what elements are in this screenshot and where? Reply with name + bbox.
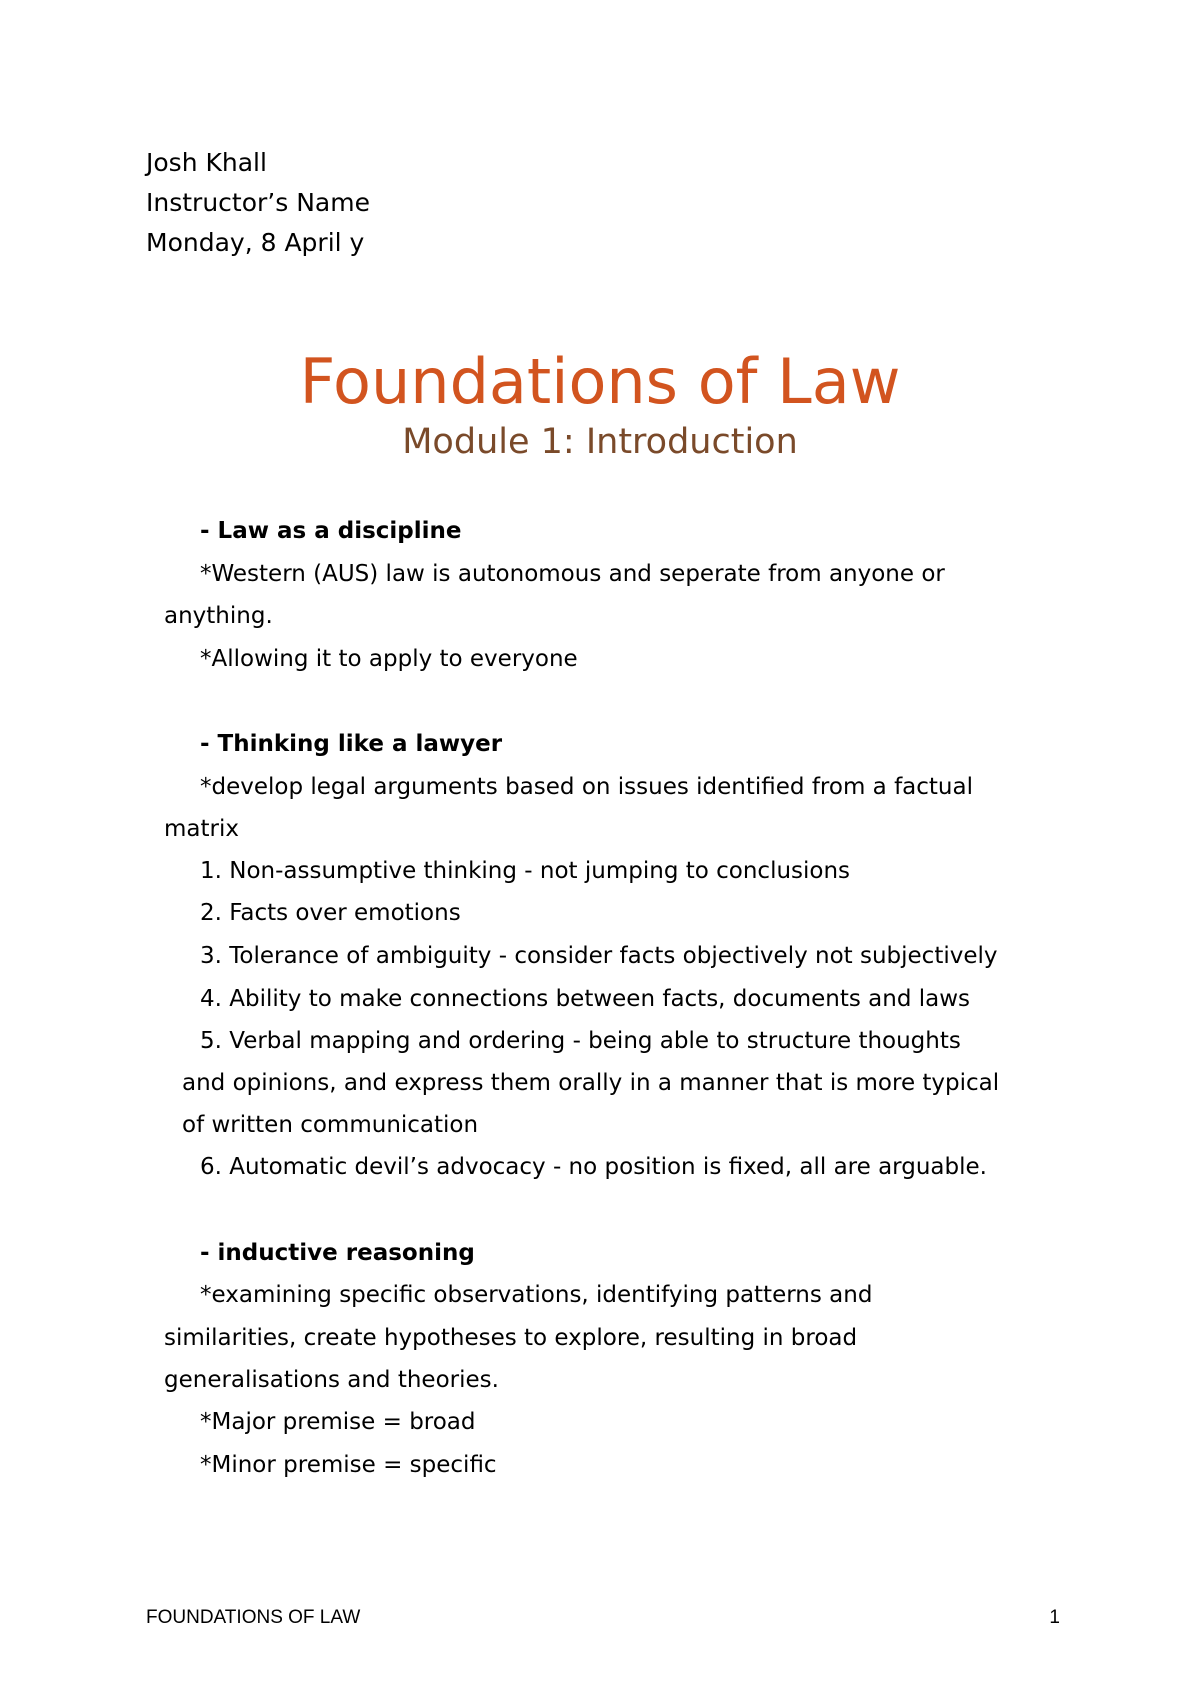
list-item: 3. Tolerance of ambiguity - consider facts objectively not subjectively [200, 943, 998, 969]
document-title: Foundations of Law [299, 345, 901, 418]
bullet-line-continuation: anything. [164, 603, 273, 629]
page-number: 1 [1049, 1607, 1060, 1628]
section-heading-inductive-reasoning: - inductive reasoning [200, 1240, 475, 1266]
bullet-line: *develop legal arguments based on issues identified from a factual [200, 774, 973, 800]
bullet-line-continuation: similarities, create hypotheses to explore, resulting in broad [164, 1325, 858, 1351]
list-item-continuation: of written communication [182, 1112, 479, 1138]
bullet-line-continuation: matrix [164, 816, 239, 842]
document-date: Monday, 8 April y [146, 228, 365, 257]
section-heading-law-discipline: - Law as a discipline [200, 518, 462, 544]
section-heading-thinking-lawyer: - Thinking like a lawyer [200, 731, 503, 757]
list-item: 2. Facts over emotions [200, 900, 461, 926]
running-head: FOUNDATIONS OF LAW [146, 1607, 361, 1628]
list-item-continuation: and opinions, and express them orally in a manner that is more typical [182, 1070, 1000, 1096]
bullet-line: *Allowing it to apply to everyone [200, 646, 578, 672]
instructor-name: Instructor’s Name [146, 188, 370, 217]
bullet-line: *Major premise = broad [200, 1409, 476, 1435]
bullet-line: *Western (AUS) law is autonomous and seperate from anyone or [200, 561, 945, 587]
list-item: 1. Non-assumptive thinking - not jumping to conclusions [200, 858, 851, 884]
bullet-line: *examining specific observations, identifying patterns and [200, 1282, 873, 1308]
document-subtitle: Module 1: Introduction [402, 422, 798, 462]
bullet-line-continuation: generalisations and theories. [164, 1367, 499, 1393]
header-block [146, 143, 370, 263]
bullet-line: *Minor premise = specific [200, 1452, 497, 1478]
list-item: 5. Verbal mapping and ordering - being able to structure thoughts [200, 1028, 961, 1054]
list-item: 6. Automatic devil’s advocacy - no position is fixed, all are arguable. [200, 1154, 987, 1180]
list-item: 4. Ability to make connections between facts, documents and laws [200, 986, 971, 1012]
author-name: Josh Khall [146, 148, 267, 177]
